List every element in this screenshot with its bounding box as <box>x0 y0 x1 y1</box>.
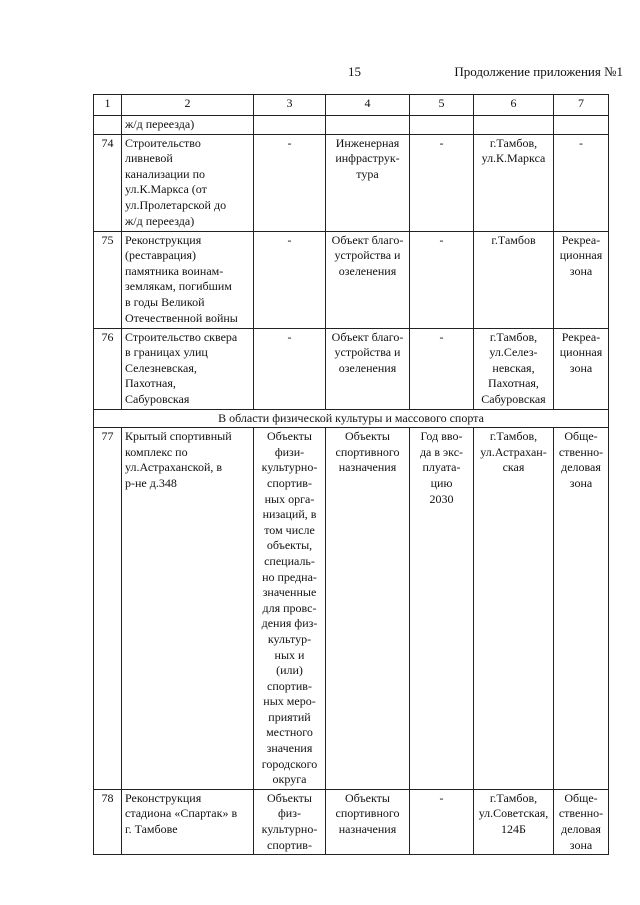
cell-purpose: - <box>254 328 326 409</box>
cell-type: Инженерная инфраструк- тура <box>326 134 410 231</box>
cell-purpose: Объекты физи- культурно- спортив- ных орга- низаций, в том числе объекты, специаль- но предна- значенные для провс- дения физ- культур- ных и (или) спортив- ных меро- приятий местного значения городского округа <box>254 428 326 790</box>
column-header: 2 <box>122 95 254 116</box>
table-row <box>94 428 609 790</box>
cell-location: г.Тамбов, ул.К.Маркса <box>474 134 554 231</box>
cell <box>554 116 609 135</box>
cell-purpose: - <box>254 134 326 231</box>
row-number: 77 <box>94 428 122 790</box>
cell-term: - <box>410 789 474 854</box>
header-row <box>94 95 609 116</box>
object-name: Реконструкция стадиона «Спартак» в г. Тамбове <box>122 789 254 854</box>
cell-location: г.Тамбов, ул.Астрахан- ская <box>474 428 554 790</box>
cell-type: Объекты спортивного назначения <box>326 789 410 854</box>
cell-term: - <box>410 328 474 409</box>
row-number: 74 <box>94 134 122 231</box>
table-row <box>94 789 609 854</box>
column-header: 7 <box>554 95 609 116</box>
cell-purpose: - <box>254 231 326 328</box>
column-header: 3 <box>254 95 326 116</box>
cell <box>254 116 326 135</box>
continuation-row <box>94 116 609 135</box>
table-row <box>94 328 609 409</box>
document-table <box>93 94 609 855</box>
cell-zone: Рекреа- ционная зона <box>554 231 609 328</box>
cell <box>326 116 410 135</box>
cell-zone: - <box>554 134 609 231</box>
column-header: 6 <box>474 95 554 116</box>
object-name: Строительство сквера в границах улиц Селезневская, Пахотная, Сабуровская <box>122 328 254 409</box>
cell-term: Год вво- да в экс- плуата- цию 2030 <box>410 428 474 790</box>
object-name: Реконструкция (реставрация) памятника воинам- землякам, погибшим в годы Великой Отечественной войны <box>122 231 254 328</box>
cell-zone: Рекреа- ционная зона <box>554 328 609 409</box>
cell-term: - <box>410 231 474 328</box>
cell <box>474 116 554 135</box>
object-name: Крытый спортивный комплекс по ул.Астраханской, в р-не д.348 <box>122 428 254 790</box>
section-title: В области физической культуры и массового спорта <box>94 409 609 428</box>
table-body <box>94 95 609 855</box>
cell-term: - <box>410 134 474 231</box>
column-header: 1 <box>94 95 122 116</box>
cell-zone: Обще- ственно- деловая зона <box>554 428 609 790</box>
column-header: 4 <box>326 95 410 116</box>
object-name: Строительство ливневой канализации по ул.К.Маркса (от ул.Пролетарской до ж/д переезда) <box>122 134 254 231</box>
section-row <box>94 409 609 428</box>
cell-type: Объект благо- устройства и озеленения <box>326 231 410 328</box>
cell-purpose: Объекты физ- культурно- спортив- <box>254 789 326 854</box>
row-number: 76 <box>94 328 122 409</box>
cell-location: г.Тамбов <box>474 231 554 328</box>
appendix-note: Продолжение приложения №1 <box>454 64 623 79</box>
continuation-text: ж/д переезда) <box>122 116 254 135</box>
cell-location: г.Тамбов, ул.Советская, 124Б <box>474 789 554 854</box>
page-number: 15 <box>348 64 361 79</box>
table-row <box>94 134 609 231</box>
cell-type: Объект благо- устройства и озеленения <box>326 328 410 409</box>
column-header: 5 <box>410 95 474 116</box>
cell-zone: Обще- ственно- деловая зона <box>554 789 609 854</box>
row-number: 75 <box>94 231 122 328</box>
cell <box>94 116 122 135</box>
cell-type: Объекты спортивного назначения <box>326 428 410 790</box>
cell-location: г.Тамбов, ул.Селез- невская, Пахотная, Сабуровская <box>474 328 554 409</box>
row-number: 78 <box>94 789 122 854</box>
table-row <box>94 231 609 328</box>
cell <box>410 116 474 135</box>
